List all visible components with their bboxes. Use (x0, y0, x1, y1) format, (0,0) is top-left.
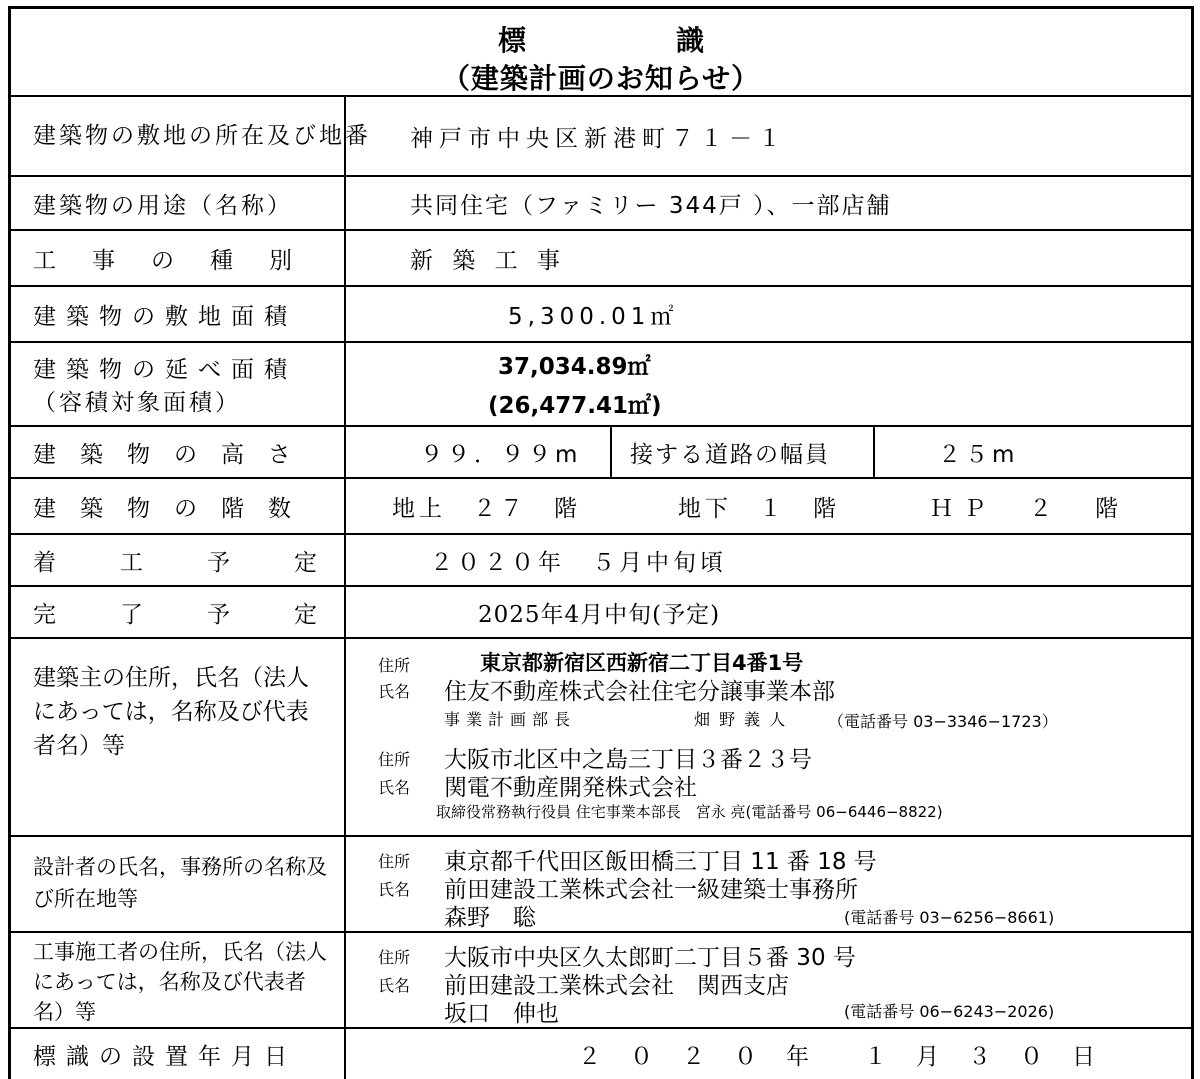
constructor-address: 大阪市中央区久太郎町二丁目５番 30 号 (444, 945, 856, 971)
designer-address: 東京都千代田区飯田橋三丁目 11 番 18 号 (444, 849, 877, 875)
floor-area-label-2: （容積対象面積） (33, 390, 241, 416)
designer-addr-label: 住所 (378, 852, 411, 871)
use-label: 建築物の用途（名称） (11, 177, 346, 229)
posted-date-value: ２ ０ ２ ０ 年 １ 月 ３ ０ 日 (578, 1043, 1098, 1070)
row-work-type (11, 231, 1191, 287)
owner2-address: 大阪市北区中之島三丁目３番２３号 (444, 747, 812, 773)
constructor-phone: (電話番号 06−6243−2026) (844, 1002, 1055, 1021)
designer-values (348, 837, 1191, 931)
constructor-values (348, 933, 1191, 1027)
owner1-addr-label: 住所 (378, 656, 411, 675)
posted-date-label: 標識の設置年月日 (11, 1029, 346, 1079)
constructor-person: 坂口 伸也 (444, 1001, 559, 1027)
use-value: 共同住宅（ファミリー 344戸 ）、一部店舗 (410, 192, 892, 219)
floors-below: 地下 １ 階 (678, 495, 840, 522)
constructor-label-text: 工事施工者の住所，氏名（法人にあっては，名称及び代表者名）等 (33, 940, 327, 1024)
height-divider-2 (873, 427, 875, 477)
site-area-label: 建築物の敷地面積 (11, 287, 346, 341)
owner2-representative: 取締役常務執行役員 住宅事業本部長 宮永 亮(電話番号 06−6446−8822) (436, 803, 943, 821)
height-divider-1 (610, 427, 612, 477)
location-label (11, 97, 371, 175)
floors-values (348, 479, 1191, 533)
floor-area-label (11, 343, 346, 425)
designer-label-text: 設計者の氏名，事務所の名称及び所在地等 (33, 855, 327, 911)
sign-board (8, 6, 1194, 1079)
height-label (11, 427, 346, 477)
start-value: ２０２０年 ５月中旬頃 (430, 549, 727, 576)
row-owner (11, 639, 1191, 837)
designer-label (11, 837, 346, 931)
title-sub: （建築計画のお知らせ） (441, 62, 761, 95)
constructor-name-label: 氏名 (378, 976, 411, 995)
work-type-label (11, 231, 346, 285)
owner2-name: 関電不動産開発株式会社 (444, 775, 697, 801)
row-floors (11, 479, 1191, 535)
owner1-representative-title: 事業計画部長 (444, 710, 577, 729)
owner1-representative-name: 畑 野 義 人 (694, 710, 788, 729)
row-constructor (11, 933, 1191, 1029)
row-completion (11, 587, 1191, 639)
owner-label-text: 建築主の住所，氏名（法人にあっては，名称及び代表者名）等 (33, 665, 309, 759)
site-area-value: 5,300.01㎡ (508, 303, 679, 330)
row-height (11, 427, 1191, 479)
row-site-area (11, 287, 1191, 343)
floor-area-value (348, 343, 1191, 425)
sign-title (11, 9, 1191, 97)
owner1-phone: （電話番号 03−3346−1723） (828, 712, 1058, 731)
title-main: 標識 (497, 24, 854, 57)
row-floor-area (11, 343, 1191, 427)
location-value: 神戸市中央区新港町７１－１ (410, 125, 787, 152)
owner1-name: 住友不動産株式会社住宅分譲事業本部 (444, 679, 835, 705)
road-width-value: ２５m (938, 441, 1019, 468)
height-value: ９９．９９m (420, 441, 582, 468)
floor-area-label-1: 建築物の延べ面積 (33, 357, 297, 383)
row-designer (11, 837, 1191, 933)
row-use (11, 177, 1191, 231)
floors-above: 地上 ２７ 階 (392, 495, 581, 522)
floors-label-text: 建築物の階数 (33, 495, 315, 522)
location-label-text: 建築物の敷地の所在及び地番 (33, 123, 371, 149)
road-width-label: 接する道路の幅員 (630, 441, 830, 468)
work-type-value: 新 築 工 事 (410, 247, 566, 274)
row-posted-date (11, 1029, 1191, 1079)
owner2-name-label: 氏名 (378, 778, 411, 797)
owner-label (11, 639, 346, 835)
designer-name-label: 氏名 (378, 880, 411, 899)
row-location (11, 97, 1191, 177)
constructor-company: 前田建設工業株式会社 関西支店 (444, 973, 789, 999)
start-label-text: 着工予定 (33, 549, 381, 576)
constructor-addr-label: 住所 (378, 948, 411, 967)
start-label (11, 535, 381, 585)
height-values (348, 427, 1191, 477)
work-type-label-text: 工事の種別 (33, 247, 328, 274)
owner-values (348, 639, 1191, 835)
floor-area-value-1: 37,034.89㎡ (498, 354, 651, 380)
height-label-text: 建築物の高さ (33, 441, 315, 468)
designer-office: 前田建設工業株式会社一級建築士事務所 (444, 877, 858, 903)
floors-label (11, 479, 346, 533)
designer-person: 森野 聡 (444, 905, 536, 931)
owner1-address: 東京都新宿区西新宿二丁目4番1号 (480, 651, 804, 675)
row-start (11, 535, 1191, 587)
completion-value: 2025年4月中旬(予定) (478, 601, 721, 628)
owner1-name-label: 氏名 (378, 682, 411, 701)
owner2-addr-label: 住所 (378, 750, 411, 769)
constructor-label (11, 933, 346, 1027)
completion-label (11, 587, 381, 637)
floors-hp: ＨＰ ２ 階 (930, 495, 1128, 522)
completion-label-text: 完了予定 (33, 601, 381, 628)
floor-area-value-2: (26,477.41㎡) (488, 393, 662, 419)
designer-phone: (電話番号 03−6256−8661) (844, 908, 1055, 927)
